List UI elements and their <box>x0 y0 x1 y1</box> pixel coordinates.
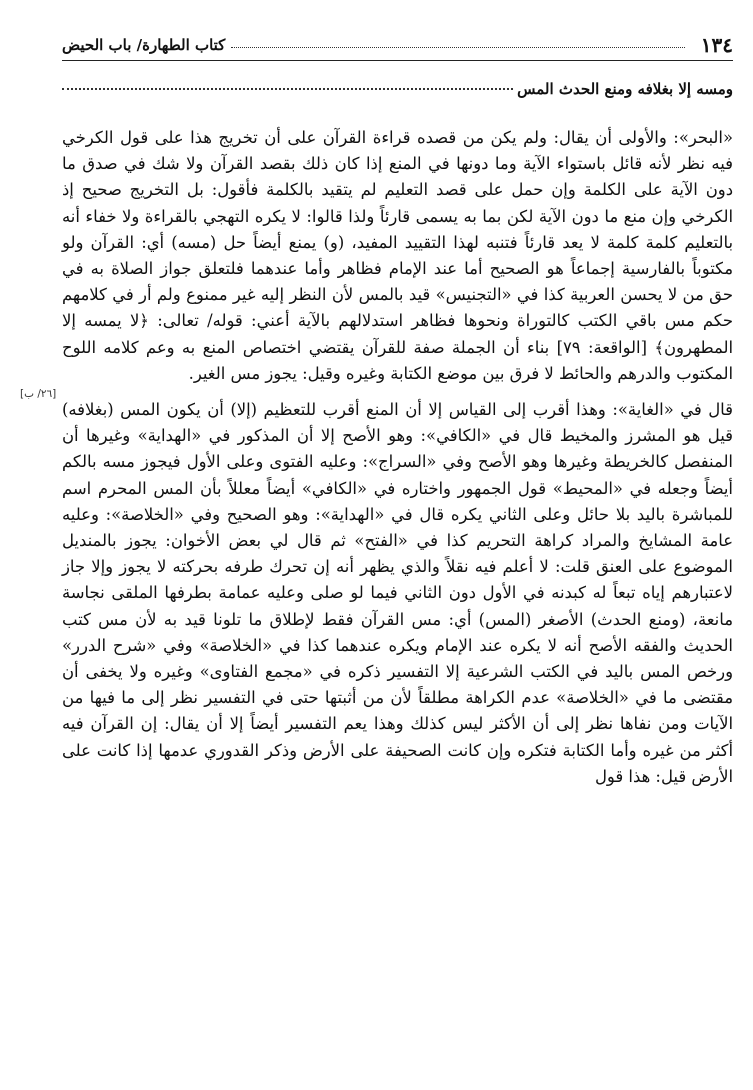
matn-line <box>62 74 733 104</box>
running-title: كتاب الطهارة/ باب الحيض <box>62 36 226 54</box>
header-dotted-leader <box>231 47 684 48</box>
paragraph: قال في «الغاية»: وهذا أقرب إلى القياس إلا أن المنع أقرب للتعظيم (إلا) أن يكون المس (بغلافه) قيل هو المشرز والمخيط قال في «الكافي»: وهو الأصح إلا أن المذكور في «الهداية» وغيرها أن المنفصل كالخريطة وغيرها وهو الأصح وفي «السراج»: وعليه الفتوى وعلى الأول فيجوز مسه بالكم أيضاً وجعله في «المحيط» قول الجمهور واختاره في «الكافي» أيضاً معللاً بأن المس المحرم اسم للمباشرة باليد بلا حائل وعلى الثاني يكره قال في «الهداية»: وهو الصحيح وفي «الخلاصة»: وعليه عامة المشايخ والمراد كراهة التحريم كذا في «الفتح» ثم قال لي بعض الأخوان: يجوز بالمنديل الموضوع على العنق قلت: لا أعلم فيه نقلاً والذي يظهر أنه إن تحرك طرفه بحركته لا يجوز وإلا جاز لاعتبارهم إياه تبعاً له كبدنه في الأول دون الثاني فيما لو صلى وعليه عمامة بطرفها الملقى نجاسة مانعة، (ومنع الحدث) الأصغر (المس) أي: مس القرآن فقط لإطلاق ما تلونا قيد به لأن مس كتب الحديث والفقه الأصح أنه لا يكره عند الإمام ويكره عندهما كذا في «الخلاصة» وفي «شرح الدرر» ورخص المس باليد في الكتب الشرعية إلا التفسير ذكره في «مجمع الفتاوى» وغيره ولا يخفى أن مقتضى ما في «الخلاصة» عدم الكراهة مطلقاً لأن من أثبتها حتى في التفسير نظر إلى ما فيها من الآيات ومن نفاها نظر إلى أن الأكثر ليس كذلك وهذا يعم التفسير أيضاً إلا أن يقال: إن القرآن فيه أكثر من غيره وأما الكتابة فتكره وإن كانت الصحيفة على الأرض وذكر القدوري عدمها إذا كانت على الأرض قيل: هذا قول <box>62 400 733 786</box>
paragraph: «البحر»: والأولى أن يقال: ولم يكن من قصده قراءة القرآن على أن تخريج هذا على قول الكرخي فيه نظر لأنه قائل باستواء الآية وما دونها في المنع إذا كان ذلك بقصد القرآن ولا شك في صدق ما دون الآية على الكلمة وإن حمل على قصد التعليم لم يتقيد بالكلمة فأقول: بل التخريج صحيح إذ الكرخي وإن منع ما دون الآية لكن بما به يسمى قارئاً ولذا قالوا: لا يكره التهجي بالقراءة ولا خفاء أنه بالتعليم كلمة كلمة لا يعد قارئاً فتنبه لهذا التقييد المفيد، (و) يمنع أيضاً حل (مسه) أي: القرآن ولو مكتوباً بالفارسية إجماعاً هو الصحيح أما عند الإمام فظاهر وأما عندهما فلتعلق جواز الصلاة به في حق من لا يحسن العربية كذا في «التجنيس» قيد بالمس لأن النظر إليه غير ممنوع ولم أر في كلامهم حكم مس باقي الكتب كالتوراة ونحوها فظاهر استدلالهم بالآية أعني: قوله/ تعالى: ﴿لا يمسه إلا المطهرون﴾ [الواقعة: ٧٩] بناء أن الجملة صفة للقرآن يقتضي اختصاص المنع به وعم كلامه اللوح المكتوب والدرهم والحائط لا فرق بين موضع الكتابة وغيره وقيل: يجوز مس الغير. <box>62 128 733 383</box>
matn-text: ومسه إلا بغلافه ومنع الحدث المس <box>517 80 733 98</box>
commentary-body <box>62 125 733 790</box>
margin-folio-note: [٢٦/ ب] <box>20 388 57 400</box>
matn-dotted-leader <box>62 88 513 90</box>
running-header <box>62 30 733 61</box>
page-number: ١٣٤ <box>700 33 733 57</box>
